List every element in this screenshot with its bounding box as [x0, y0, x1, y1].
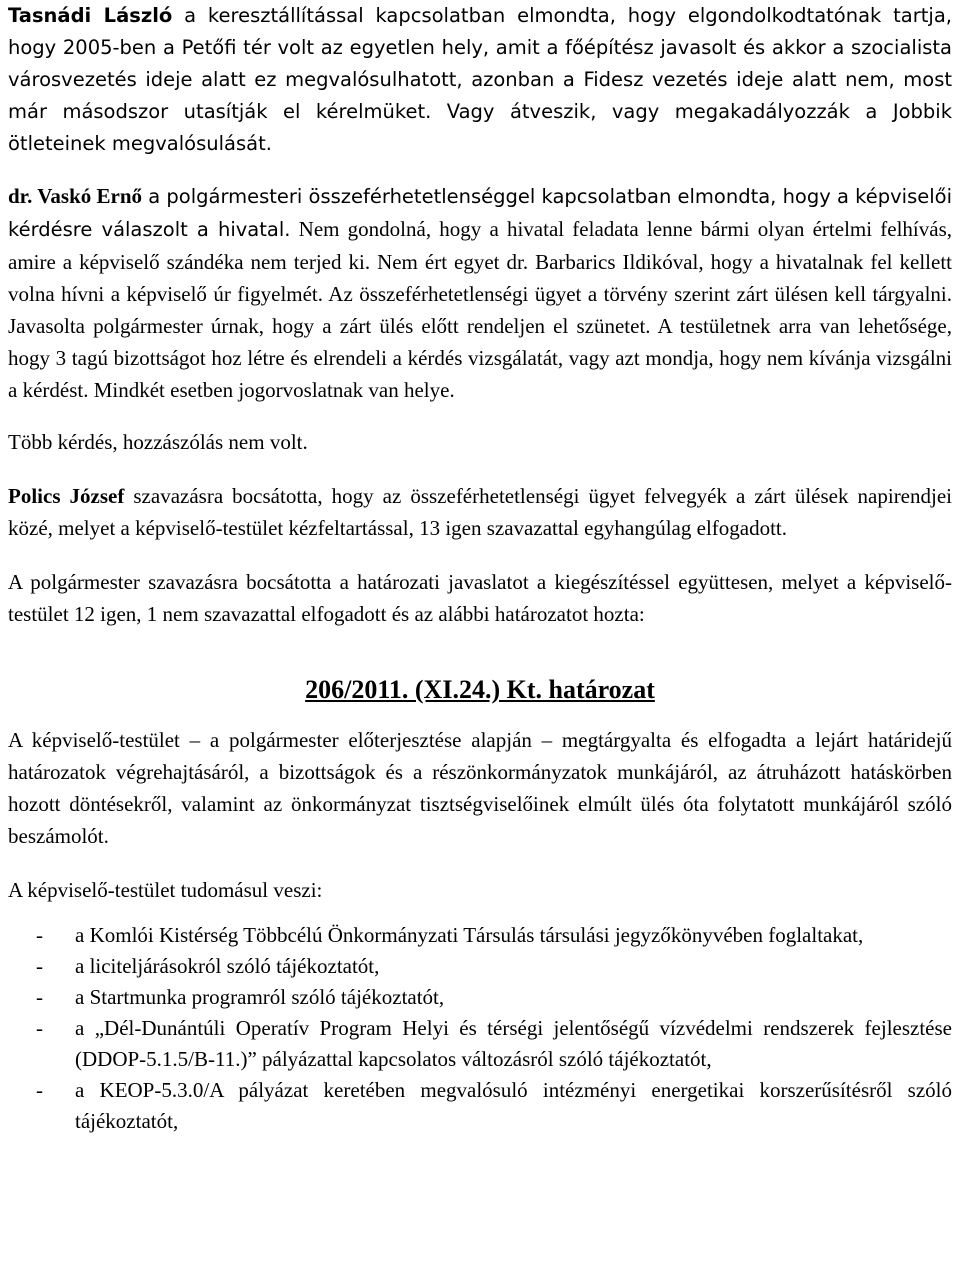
- speaker-name: dr. Vaskó Ernő: [8, 184, 143, 208]
- list-item: [8, 1075, 952, 1137]
- paragraph-text: Nem gondolná, hogy a hivatal feladata lenne bármi olyan értelmi felhívás, amire a képviselő szándéka nem terjed ki. Nem ért egyet dr. Barbarics Ildikóval, hogy a hivatalnak fel kellett volna hívni a képviselő úr figyelmét. Az összeférhetetlenségi ügyet a törvény szerint zárt ülésen kell tárgyalni. Javasolta polgármester úrnak, hogy a zárt ülés előtt rendeljen el szünetet. A testületnek arra van lehetősége, hogy 3 tagú bizottságot hoz létre és elrendeli a kérdés vizsgálatát, vagy azt mondja, hogy nem kívánja vizsgálni a kérdést. Mindkét esetben jogorvoslatnak van helye.: [8, 217, 952, 402]
- list-dash: -: [36, 954, 43, 978]
- list-dash: -: [36, 985, 43, 1009]
- list-item: [8, 1013, 952, 1075]
- list-item-text: a „Dél-Dunántúli Operatív Program Helyi és térségi jelentőségű vízvédelmi rendszerek fejlesztése (DDOP-5.1.5/B-11.)” pályázattal kapcsolatos változásról szóló tájékoztatót,: [75, 1016, 952, 1071]
- paragraph-vasko: [8, 180, 952, 406]
- paragraph-vote: A polgármester szavazásra bocsátotta a határozati javaslatot a kiegészítéssel együttesen, melyet a képviselő-testület 12 igen, 1 nem szavazattal elfogadott és az alábbi határozatot hozta:: [8, 570, 952, 626]
- paragraph-no-more-questions: Több kérdés, hozzászólás nem volt.: [8, 430, 308, 454]
- speaker-name: Tasnádi László: [8, 4, 173, 27]
- paragraph-text: szavazásra bocsátotta, hogy az összeférhetetlenségi ügyet felvegyék a zárt ülések napirendjei közé, melyet a képviselő-testület kézfeltartással, 13 igen szavazattal egyhangúlag elfogadott.: [8, 484, 952, 540]
- paragraph-tasnadi: [8, 0, 952, 160]
- paragraph-resolution-text: A képviselő-testület – a polgármester előterjesztése alapján – megtárgyalta és elfogadta a lejárt határidejű határozatok végrehajtásáról, a bizottságok és a részönkormányzatok munkájáról, az átruházott hatáskörben hozott döntésekről, valamint az önkormányzat tisztségviselőinek elmúlt ülés óta folytatott munkájáról szóló beszámolót.: [8, 728, 952, 848]
- speaker-name: Polics József: [8, 484, 125, 508]
- list-item-text: a liciteljárásokról szóló tájékoztatót,: [75, 954, 380, 978]
- list-item-text: a Komlói Kistérség Többcélú Önkormányzati Társulás társulási jegyzőkönyvében foglaltakat,: [75, 923, 864, 947]
- list-item: [8, 920, 952, 951]
- acknowledged-items-list: [8, 920, 952, 1137]
- list-item-text: a KEOP-5.3.0/A pályázat keretében megvalósuló intézményi energetikai korszerűsítésről szóló tájékoztatót,: [75, 1078, 952, 1133]
- resolution-heading: 206/2011. (XI.24.) Kt. határozat: [305, 675, 655, 704]
- paragraph-text: a polgármesteri összeférhetetlenséggel kapcsolatban elmondta, hogy a képviselői kérdésre válaszolt a hivatal.: [8, 185, 952, 241]
- list-dash: -: [36, 1016, 43, 1040]
- paragraph-acknowledges: A képviselő-testület tudomásul veszi:: [8, 878, 323, 902]
- list-item-text: a Startmunka programról szóló tájékoztatót,: [75, 985, 445, 1009]
- list-item: [8, 982, 952, 1013]
- paragraph-text: a keresztállítással kapcsolatban elmondta, hogy elgondolkodtatónak tartja, hogy 2005-ben a Petőfi tér volt az egyetlen hely, amit a főépítész javasolt és akkor a szocialista városvezetés ideje alatt ez megvalósulhatott, azonban a Fidesz vezetés ideje alatt nem, most már másodszor utasítják el kérelmüket. Vagy átveszik, vagy megakadályozzák a Jobbik ötleteinek megvalósulását.: [8, 4, 952, 155]
- list-dash: -: [36, 923, 43, 947]
- list-dash: -: [36, 1078, 43, 1102]
- list-item: [8, 951, 952, 982]
- paragraph-polics: [8, 480, 952, 544]
